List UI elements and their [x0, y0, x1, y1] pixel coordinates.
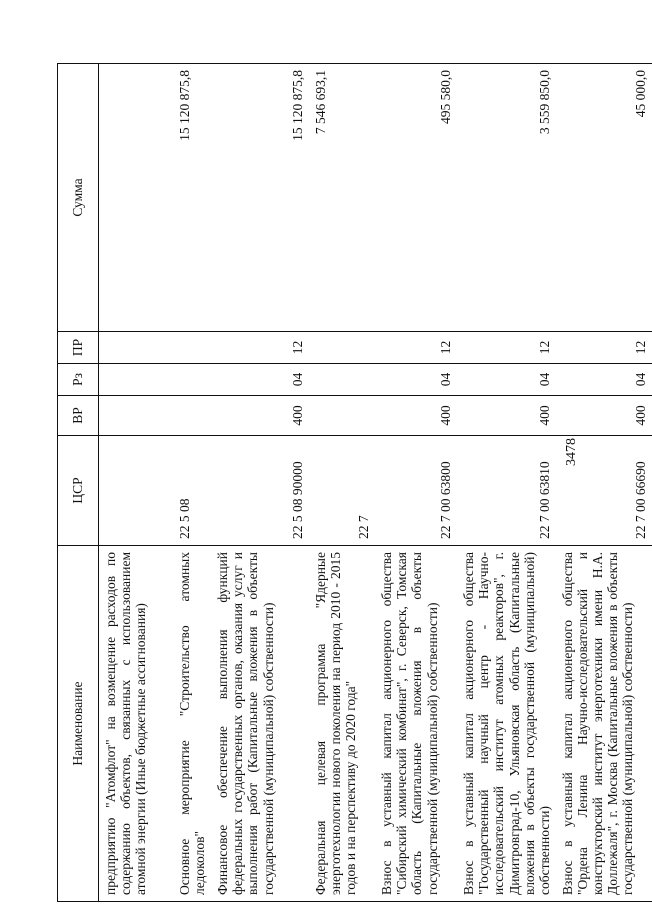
row-rz: 04: [211, 364, 309, 396]
row-sum: 15 120 875,8: [211, 64, 309, 332]
row-rz: 04: [375, 364, 457, 396]
row-pr: [173, 332, 211, 364]
page-number: 3478: [564, 438, 579, 466]
row-csr: 22 7 00 63800: [375, 436, 457, 546]
row-csr: 22 7 00 66690: [556, 436, 652, 546]
row-sum: 7 546 693,1: [309, 64, 375, 332]
row-sum: 15 120 875,8: [173, 64, 211, 332]
row-pr: 12: [556, 332, 652, 364]
row-sum: 3 559 850,0: [457, 64, 556, 332]
budget-table-sheet: [57, 64, 648, 902]
row-sum: 495 580,0: [375, 64, 457, 332]
row-vr: 400: [457, 396, 556, 436]
table-row: [375, 64, 457, 902]
row-pr: 12: [211, 332, 309, 364]
row-csr: 22 5 08 90000: [211, 436, 309, 546]
row-name: Финансовое обеспечение выполнения функций федеральных государственных органов, оказания услуг и выполнения работ (Капитальные вложения в объекты государственной (муниципальной) собственности): [211, 546, 309, 902]
header-vr: ВР: [58, 396, 99, 436]
row-name: Основное мероприятие "Строительство атомных ледоколов": [173, 546, 211, 902]
row-pr: 12: [375, 332, 457, 364]
header-name: Наименование: [58, 546, 99, 902]
row-name: предприятию "Атомфлот" на возмещение расходов по содержанию объектов, связанных с использованием атомной энергии (Иные бюджетные ассигнования): [99, 546, 174, 902]
row-csr: 22 5 08: [173, 436, 211, 546]
table-row: [173, 64, 211, 902]
row-csr: 22 7: [309, 436, 375, 546]
row-csr: 22 7 00 63810: [457, 436, 556, 546]
row-vr: 400: [211, 396, 309, 436]
table-row: [556, 64, 652, 902]
table-row: [457, 64, 556, 902]
row-name: Взнос в уставный капитал акционерного общества "Сибирский химический комбинат", г. Северск, Томская область (Капитальные вложения в объекты государственной (муниципальной) собственности): [375, 546, 457, 902]
row-name: Взнос в уставный капитал акционерного общества "Ордена Ленина Научно-исследовательский и конструкторский институт энерготехники имени Н.А. Доллежаля", г. Москва (Капитальные вложения в объекты государственной (муниципальной) собственности): [556, 546, 652, 902]
row-name: Взнос в уставный капитал акционерного общества "Государственный научный центр - Научно-исследовательский институт атомных реакторов", г. Димитровград-10, Ульяновская область (Капитальные вложения в объекты государственной (муниципальной) собственности): [457, 546, 556, 902]
row-vr: [99, 396, 174, 436]
header-rz: Рз: [58, 364, 99, 396]
row-vr: 400: [375, 396, 457, 436]
row-rz: 04: [457, 364, 556, 396]
row-pr: 12: [457, 332, 556, 364]
row-vr: 400: [556, 396, 652, 436]
header-csr: ЦСР: [58, 436, 99, 546]
budget-table: [57, 63, 652, 902]
row-sum: [99, 64, 174, 332]
row-csr: [99, 436, 174, 546]
table-row: [211, 64, 309, 902]
row-pr: [99, 332, 174, 364]
header-pr: ПР: [58, 332, 99, 364]
row-pr: [309, 332, 375, 364]
row-rz: [173, 364, 211, 396]
row-vr: [173, 396, 211, 436]
row-rz: 04: [556, 364, 652, 396]
row-sum: 45 000,0: [556, 64, 652, 332]
row-vr: [309, 396, 375, 436]
row-rz: [309, 364, 375, 396]
row-rz: [99, 364, 174, 396]
table-row: [309, 64, 375, 902]
row-name: Федеральная целевая программа "Ядерные энерготехнологии нового поколения на период 2010 - 2015 годов и на перспективу до 2020 года": [309, 546, 375, 902]
table-row: [99, 64, 174, 902]
table-header-row: [58, 64, 99, 902]
header-sum: Сумма: [58, 64, 99, 332]
